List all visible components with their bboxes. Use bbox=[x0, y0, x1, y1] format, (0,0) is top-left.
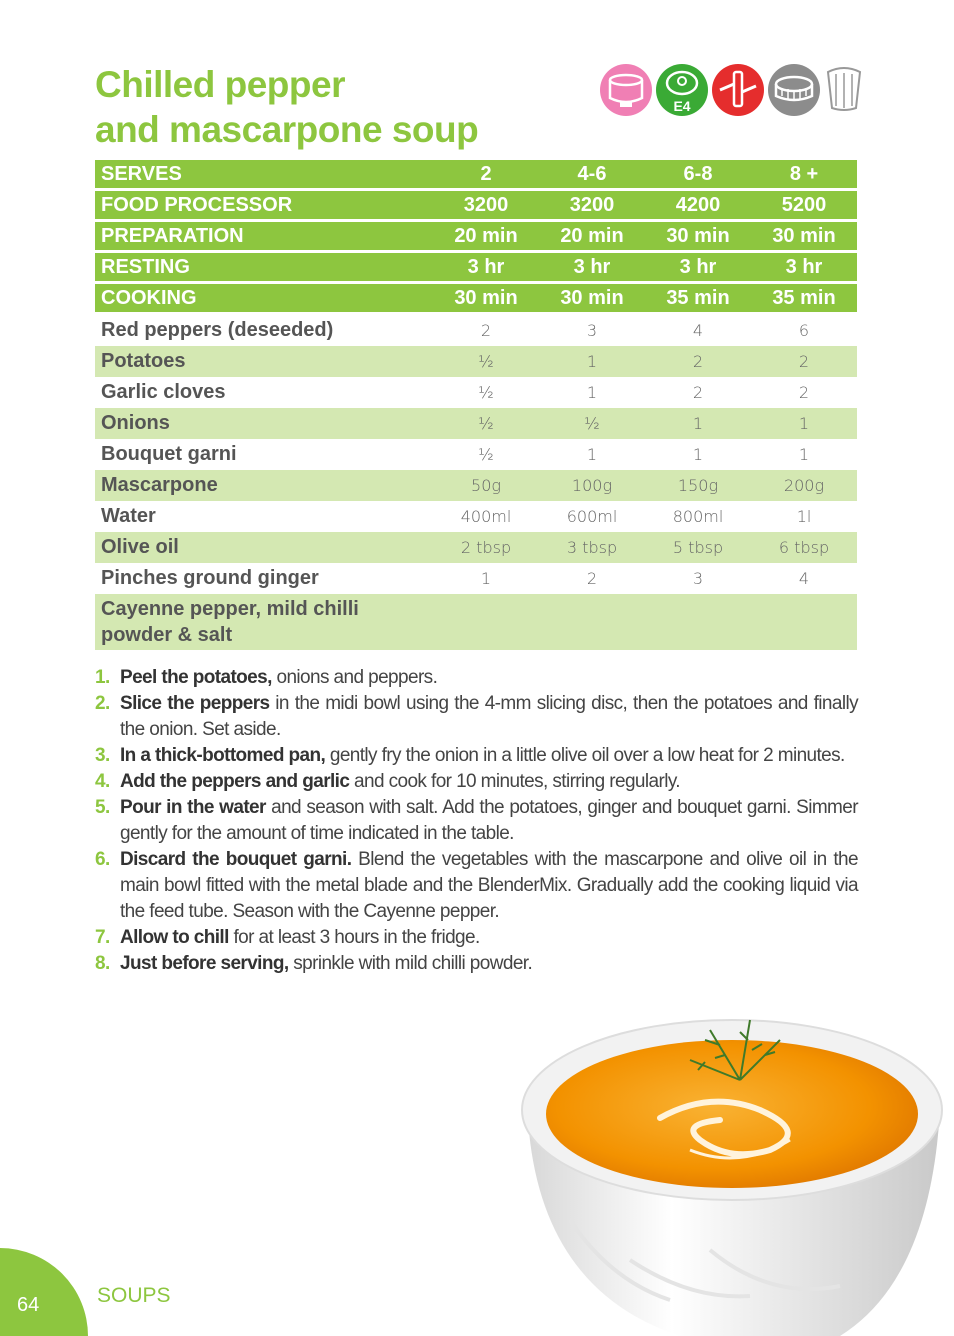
row-label: RESTING bbox=[95, 252, 433, 283]
ingredient-qty: 4 bbox=[798, 569, 810, 588]
step-lead: Just before serving, bbox=[120, 953, 289, 974]
step-number: 6. bbox=[95, 849, 110, 870]
disc-label: E4 bbox=[673, 98, 691, 114]
food-processor-row bbox=[95, 190, 857, 221]
step-text: sprinkle with mild chilli powder. bbox=[288, 953, 533, 974]
resting-row bbox=[95, 252, 857, 283]
ingredient-row bbox=[95, 377, 857, 408]
ingredient-qty: 600ml bbox=[566, 507, 618, 526]
metal-blade-icon bbox=[712, 64, 764, 116]
ingredient-qty: ½ bbox=[433, 346, 539, 377]
row-value: 5200 bbox=[751, 190, 857, 221]
step-text: onions and peppers. bbox=[271, 667, 438, 688]
ingredient-qty: 1 bbox=[586, 445, 598, 464]
ingredient-qty: 3 bbox=[692, 569, 704, 588]
step-number: 2. bbox=[95, 693, 110, 714]
ingredient-qty: 2 tbsp bbox=[433, 532, 539, 563]
row-value: 30 min bbox=[433, 283, 539, 314]
step-lead: In a thick-bottomed pan, bbox=[120, 745, 326, 766]
step-number: 7. bbox=[95, 927, 110, 948]
ingredient-row bbox=[95, 408, 857, 439]
step-text: and cook for 10 minutes, stirring regularly. bbox=[349, 771, 680, 792]
ingredient-qty: 1 bbox=[751, 408, 857, 439]
row-value: 3 hr bbox=[539, 252, 645, 283]
midi-bowl-icon bbox=[600, 64, 652, 116]
ingredient-row bbox=[95, 470, 857, 501]
row-value: 30 min bbox=[645, 221, 751, 252]
ingredient-qty: 1 bbox=[645, 408, 751, 439]
page-number: 64 bbox=[17, 1294, 40, 1316]
chef-hat-icon bbox=[824, 64, 864, 116]
ingredient-qty: 4 bbox=[692, 321, 704, 340]
step-text: Blend the vegetables with the mascarpone and olive oil in the main bowl fitted with the metal blade and the BlenderMix. Gradually add the cooking liquid via the feed tube. Season with the Cayenne pepper. bbox=[120, 849, 858, 922]
step-number: 1. bbox=[95, 667, 110, 688]
row-value: 3200 bbox=[539, 190, 645, 221]
row-value: 4200 bbox=[645, 190, 751, 221]
ingredient-qty: 1 bbox=[480, 569, 492, 588]
step-item bbox=[95, 925, 858, 951]
step-text: and season with salt. Add the potatoes, ginger and bouquet garni. Simmer gently for the amount of time indicated in the table. bbox=[120, 797, 858, 844]
ingredient-qty: 3 tbsp bbox=[539, 532, 645, 563]
ingredient-qty: 800ml bbox=[672, 507, 724, 526]
ingredient-name: Red peppers (deseeded) bbox=[101, 319, 334, 341]
step-text: gently fry the onion in a little olive oil over a low heat for 2 minutes. bbox=[325, 745, 845, 766]
title-line-1: Chilled pepper bbox=[95, 64, 345, 105]
step-item bbox=[95, 847, 858, 925]
step-lead: Pour in the water bbox=[120, 797, 266, 818]
ingredient-qty: 1 bbox=[539, 346, 645, 377]
row-value: 20 min bbox=[539, 221, 645, 252]
seasoning-line-2: powder & salt bbox=[101, 624, 233, 646]
step-number: 8. bbox=[95, 953, 110, 974]
ingredient-qty: 5 tbsp bbox=[645, 532, 751, 563]
step-lead: Discard the bouquet garni. bbox=[120, 849, 352, 870]
ingredient-row bbox=[95, 439, 857, 470]
title-line-2: and mascarpone soup bbox=[95, 109, 479, 150]
step-item bbox=[95, 743, 858, 769]
step-lead: Peel the potatoes, bbox=[120, 667, 272, 688]
method-steps bbox=[95, 665, 858, 977]
ingredient-qty: 2 bbox=[751, 346, 857, 377]
ingredient-name: Onions bbox=[95, 408, 433, 439]
ingredient-row bbox=[95, 563, 857, 594]
recipe-title bbox=[95, 62, 478, 152]
ingredient-name: Garlic cloves bbox=[101, 381, 226, 403]
ingredient-name: Mascarpone bbox=[95, 470, 433, 501]
ingredient-qty: 400ml bbox=[460, 507, 512, 526]
ingredient-qty: 1l bbox=[796, 507, 812, 526]
row-value: 6-8 bbox=[645, 160, 751, 190]
ingredient-qty: 2 bbox=[480, 321, 492, 340]
ingredient-name: Bouquet garni bbox=[101, 443, 237, 465]
step-number: 5. bbox=[95, 797, 110, 818]
ingredient-qty: 100g bbox=[539, 470, 645, 501]
seasoning-row bbox=[95, 594, 857, 650]
ingredient-qty: ½ bbox=[539, 408, 645, 439]
ingredient-qty: 1 bbox=[692, 445, 704, 464]
row-value: 20 min bbox=[433, 221, 539, 252]
soup-bowl-image bbox=[510, 1000, 950, 1336]
ingredient-qty: 1 bbox=[798, 445, 810, 464]
ingredient-qty: 6 bbox=[798, 321, 810, 340]
ingredient-row bbox=[95, 532, 857, 563]
step-number: 4. bbox=[95, 771, 110, 792]
step-text: in the midi bowl using the 4-mm slicing disc, then the potatoes and finally the onion. Set aside. bbox=[120, 693, 858, 740]
row-value: 35 min bbox=[751, 283, 857, 314]
slicing-disc-icon bbox=[656, 64, 708, 116]
section-label: SOUPS bbox=[97, 1284, 171, 1307]
step-number: 3. bbox=[95, 745, 110, 766]
row-value: 8 + bbox=[751, 160, 857, 190]
ingredient-row bbox=[95, 314, 857, 347]
step-item bbox=[95, 951, 858, 977]
ingredient-name: Pinches ground ginger bbox=[101, 567, 319, 589]
row-value: 3 hr bbox=[433, 252, 539, 283]
row-value: 30 min bbox=[751, 221, 857, 252]
ingredient-qty: 200g bbox=[751, 470, 857, 501]
step-lead: Add the peppers and garlic bbox=[120, 771, 350, 792]
cooking-row bbox=[95, 283, 857, 314]
row-label: FOOD PROCESSOR bbox=[95, 190, 433, 221]
step-lead: Allow to chill bbox=[120, 927, 229, 948]
ingredient-row bbox=[95, 346, 857, 377]
step-item bbox=[95, 691, 858, 743]
ingredient-qty: ½ bbox=[478, 383, 494, 402]
row-value: 3 hr bbox=[751, 252, 857, 283]
page-tab bbox=[0, 1248, 88, 1336]
seasoning-name bbox=[95, 594, 433, 650]
row-label: COOKING bbox=[95, 283, 433, 314]
ingredient-qty: 1 bbox=[586, 383, 598, 402]
row-value: 35 min bbox=[645, 283, 751, 314]
ingredient-qty: 2 bbox=[645, 346, 751, 377]
ingredient-row bbox=[95, 501, 857, 532]
ingredient-name: Olive oil bbox=[95, 532, 433, 563]
row-label: SERVES bbox=[95, 160, 433, 190]
step-item bbox=[95, 665, 858, 691]
row-value: 4-6 bbox=[539, 160, 645, 190]
row-value: 30 min bbox=[539, 283, 645, 314]
ingredient-qty: 2 bbox=[798, 383, 810, 402]
row-value: 2 bbox=[433, 160, 539, 190]
seasoning-line-1: Cayenne pepper, mild chilli bbox=[101, 598, 359, 620]
step-item bbox=[95, 795, 858, 847]
ingredient-qty: 2 bbox=[692, 383, 704, 402]
ingredient-qty: 50g bbox=[433, 470, 539, 501]
ingredient-qty: 2 bbox=[586, 569, 598, 588]
ingredient-qty: ½ bbox=[478, 445, 494, 464]
serves-row bbox=[95, 160, 857, 190]
ingredient-qty: 6 tbsp bbox=[751, 532, 857, 563]
ingredient-name: Potatoes bbox=[95, 346, 433, 377]
ingredient-qty: 150g bbox=[645, 470, 751, 501]
step-item bbox=[95, 769, 858, 795]
row-label: PREPARATION bbox=[95, 221, 433, 252]
step-text: for at least 3 hours in the fridge. bbox=[228, 927, 480, 948]
preparation-row bbox=[95, 221, 857, 252]
row-value: 3 hr bbox=[645, 252, 751, 283]
ingredient-qty: 3 bbox=[586, 321, 598, 340]
blendermix-icon bbox=[768, 64, 820, 116]
step-lead: Slice the peppers bbox=[120, 693, 270, 714]
row-value: 3200 bbox=[433, 190, 539, 221]
ingredient-qty: ½ bbox=[433, 408, 539, 439]
recipe-table bbox=[95, 160, 857, 650]
ingredient-name: Water bbox=[101, 505, 156, 527]
